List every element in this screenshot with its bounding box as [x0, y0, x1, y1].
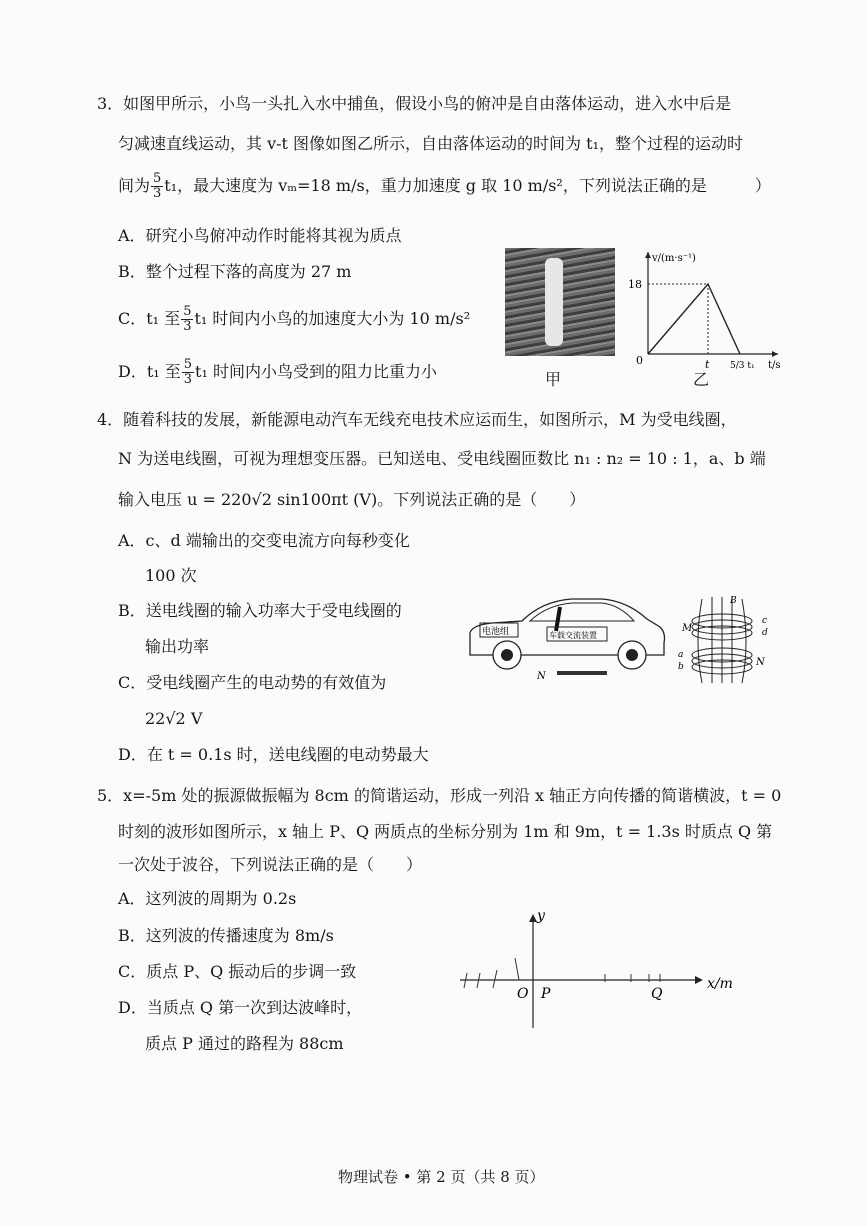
wave-y-label: y [537, 908, 545, 924]
wave-Q-label: Q [651, 986, 663, 1002]
q5-option-c: C．质点 P、Q 振动后的步调一致 [118, 962, 357, 981]
q5-option-d-line2: 质点 P 通过的路程为 88cm [145, 1034, 344, 1053]
q3-line3-b: t₁，最大速度为 vₘ=18 m/s，重力加速度 g 取 10 m/s²，下列说法正确的是 ） [164, 176, 771, 195]
q4-line1: 4．随着科技的发展，新能源电动汽车无线充电技术应运而生，如图所示，M 为受电线圈， [97, 410, 737, 429]
q3-option-d: D．t₁ 至 $\frac{5}{3}$ t₁ 时间内小鸟受到的阻力比重力小 [118, 357, 437, 387]
fig-yi-label: 乙 [693, 370, 710, 389]
vt-end-label: 5/3 t₁ [730, 361, 755, 371]
wave-x-arrow [695, 976, 703, 984]
q5-line2: 时刻的波形如图所示，x 轴上 P、Q 两质点的坐标分别为 1m 和 9m，t = 1.3s 时质点 Q 第 [118, 822, 773, 841]
q5-line3: 一次处于波谷，下列说法正确的是（ ） [118, 855, 423, 874]
coil-diagram [672, 593, 782, 693]
wheel-front-hub [626, 649, 638, 661]
q4-option-d: D．在 t = 0.1s 时，送电线圈的电动势最大 [118, 745, 429, 764]
wave-origin-label: O [517, 986, 529, 1002]
wave-P-label: P [541, 986, 551, 1002]
q3-fraction: $\frac{5}{3}$ [153, 171, 162, 201]
q3-option-b: B．整个过程下落的高度为 27 m [118, 262, 352, 281]
wave-ticks [464, 958, 660, 988]
battery-label: 电池组 [482, 627, 510, 637]
coil-b-label: b [678, 662, 684, 672]
vt-origin: 0 [636, 354, 643, 367]
q3-line3 [118, 172, 771, 201]
vt-y18: 18 [628, 278, 642, 291]
coil-d-label: d [762, 628, 768, 638]
q5-line1: 5．x=-5m 处的振源做振幅为 8cm 的简谐运动，形成一列沿 x 轴正方向传播的简谐横波，t = 0 [97, 786, 782, 805]
ground-coil-N [557, 671, 607, 675]
q4-line2: N 为送电线圈，可视为理想变压器。已知送电、受电线圈匝数比 n₁ : n₂ = 10 : 1，a、b 端 [118, 449, 766, 468]
fig-jia-label: 甲 [545, 370, 562, 389]
q4-option-a-line2: 100 次 [145, 566, 197, 585]
q3-option-a: A．研究小鸟俯冲动作时能将其视为质点 [118, 226, 402, 245]
vt-xlabel: t/s [768, 360, 781, 371]
q4-option-b-line2: 输出功率 [145, 637, 210, 656]
q3-line3-a: 间为 [118, 176, 151, 195]
q4-option-c-line1: C．受电线圈产生的电动势的有效值为 [118, 673, 387, 692]
page-footer: 物理试卷 • 第 2 页（共 8 页） [338, 1168, 545, 1186]
coil-a-label: a [678, 650, 684, 660]
q5-option-b: B．这列波的传播速度为 8m/s [118, 926, 334, 945]
coil-M-label: M [682, 623, 693, 634]
wave-y-arrow [529, 914, 537, 922]
q4-option-a-line1: A．c、d 端输出的交变电流方向每秒变化 [118, 531, 410, 550]
q3-option-c: C．t₁ 至 $\frac{5}{3}$ t₁ 时间内小鸟的加速度大小为 10 m/s² [118, 304, 471, 334]
wave-x-label: x/m [707, 976, 733, 992]
field-line-4 [698, 599, 702, 683]
coil-c-label: c [762, 616, 768, 626]
q3-line1: 3．如图甲所示，小鸟一头扎入水中捕鱼，假设小鸟的俯冲是自由落体运动，进入水中后是 [97, 94, 732, 113]
q3-option-c-fraction: $\frac{5}{3}$ [183, 304, 192, 334]
vt-ylabel: v/(m·s⁻¹) [652, 253, 696, 264]
vt-graph [628, 244, 788, 384]
vt-line [648, 284, 740, 354]
diving-bird-photo [505, 248, 615, 356]
car-N-label: N [537, 671, 546, 682]
wheel-rear-hub [501, 649, 513, 661]
q4-option-b-line1: B．送电线圈的输入功率大于受电线圈的 [118, 601, 402, 620]
device-label: 车载交流装置 [549, 631, 597, 640]
car-diagram [462, 593, 672, 688]
vt-t-label: t [705, 358, 710, 371]
bird-figure [545, 258, 563, 346]
q5-option-d-line1: D．当质点 Q 第一次到达波峰时， [118, 998, 363, 1017]
q4-option-c-line2: 22√2 V [145, 709, 203, 728]
q3-option-d-fraction: $\frac{5}{3}$ [183, 357, 193, 387]
vt-y-arrow [645, 252, 651, 258]
coil-N-label: N [756, 657, 765, 668]
vt-x-arrow [772, 351, 778, 357]
q5-option-a: A．这列波的周期为 0.2s [118, 889, 297, 908]
q3-line2: 匀减速直线运动，其 v-t 图像如图乙所示，自由落体运动的时间为 t₁，整个过程的运动时 [118, 134, 743, 153]
field-line-5 [742, 599, 746, 683]
wave-diagram [455, 908, 745, 1033]
q4-line3: 输入电压 u = 220√2 sin100πt (V)。下列说法正确的是（ ） [118, 490, 586, 509]
coil-B-label: B [730, 596, 737, 606]
